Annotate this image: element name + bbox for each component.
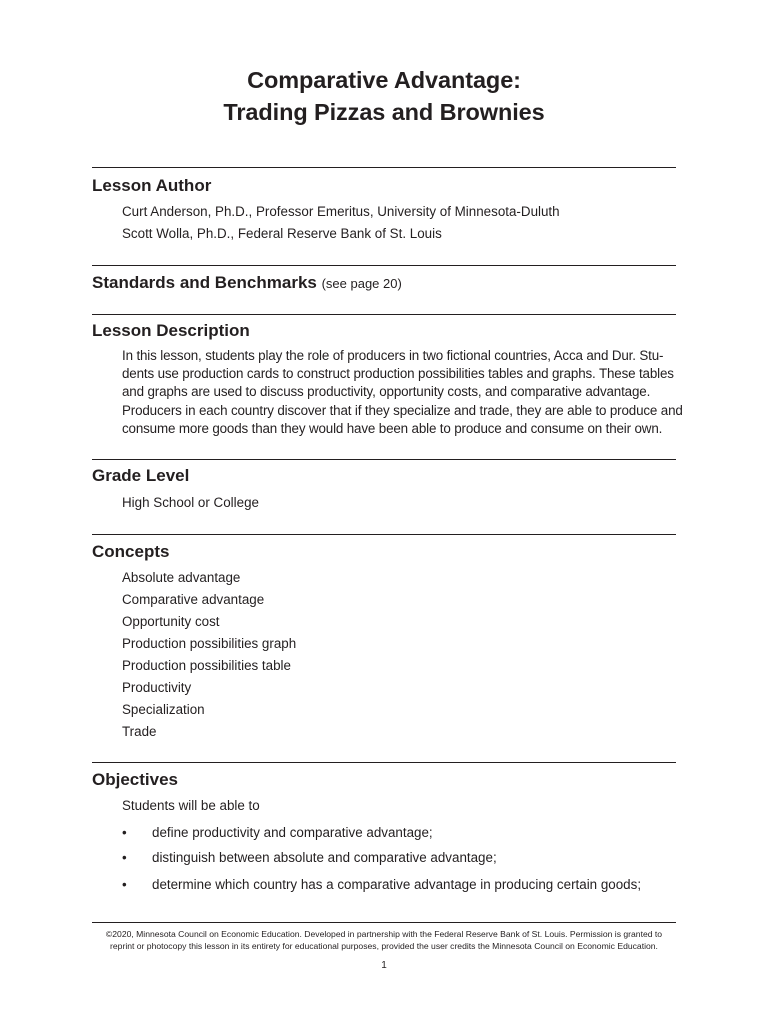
footer-divider bbox=[92, 922, 676, 923]
section-heading-lesson-description: Lesson Description bbox=[92, 321, 250, 340]
objective-text: determine which country has a comparative advantage in producing certain goods; bbox=[152, 877, 642, 892]
concept-item: Productivity bbox=[122, 680, 192, 695]
section-divider bbox=[92, 265, 676, 266]
copyright-line: reprint or photocopy this lesson in its entirety for educational purposes, provided the user credits the Minnesota Council on Economic Education. bbox=[110, 940, 658, 951]
page-number: 1 bbox=[381, 960, 387, 971]
description-line: Producers in each country discover that if they specialize and trade, they are able to produce and bbox=[122, 402, 683, 418]
section-heading-standards bbox=[92, 272, 402, 295]
concept-item: Trade bbox=[122, 724, 157, 739]
concept-item: Absolute advantage bbox=[122, 570, 241, 585]
bullet-icon: • bbox=[122, 850, 127, 865]
copyright-notice bbox=[92, 929, 676, 952]
objective-text: define productivity and comparative advantage; bbox=[152, 825, 433, 840]
section-divider bbox=[92, 314, 676, 315]
concept-item: Production possibilities table bbox=[122, 658, 291, 673]
section-divider bbox=[92, 167, 676, 168]
section-divider bbox=[92, 762, 676, 763]
description-line: dents use production cards to construct production possibilities tables and graphs. These tables bbox=[122, 366, 674, 382]
section-heading-objectives: Objectives bbox=[92, 770, 178, 789]
section-heading-grade-level: Grade Level bbox=[92, 466, 190, 485]
document-title bbox=[92, 64, 676, 128]
section-divider bbox=[92, 534, 676, 535]
bullet-icon: • bbox=[122, 825, 127, 840]
bullet-icon: • bbox=[122, 877, 127, 892]
objective-text: distinguish between absolute and comparative advantage; bbox=[152, 850, 497, 865]
section-heading-lesson-author: Lesson Author bbox=[92, 176, 212, 195]
lesson-description-paragraph bbox=[122, 347, 683, 438]
author-line: Scott Wolla, Ph.D., Federal Reserve Bank of St. Louis bbox=[122, 226, 442, 241]
description-line: In this lesson, students play the role of producers in two fictional countries, Acca and Dur. Stu- bbox=[122, 348, 664, 363]
copyright-line: ©2020, Minnesota Council on Economic Education. Developed in partnership with the Federal Reserve Bank of St. Louis. Permission is granted to bbox=[105, 929, 663, 939]
concept-item: Comparative advantage bbox=[122, 592, 265, 607]
concept-item: Production possibilities graph bbox=[122, 636, 297, 651]
title-line-2: Trading Pizzas and Brownies bbox=[223, 99, 545, 125]
title-line-1: Comparative Advantage: bbox=[247, 67, 521, 93]
standards-page-note: (see page 20) bbox=[321, 276, 402, 291]
section-divider bbox=[92, 459, 676, 460]
concept-item: Specialization bbox=[122, 702, 205, 717]
author-line: Curt Anderson, Ph.D., Professor Emeritus, University of Minnesota-Duluth bbox=[122, 204, 560, 219]
description-line: consume more goods than they would have been able to produce and consume on their own. bbox=[122, 420, 663, 436]
objectives-intro: Students will be able to bbox=[122, 798, 260, 813]
section-heading-concepts: Concepts bbox=[92, 542, 170, 561]
concept-item: Opportunity cost bbox=[122, 614, 220, 629]
grade-level-value: High School or College bbox=[122, 495, 259, 510]
standards-heading-text: Standards and Benchmarks bbox=[92, 273, 317, 292]
description-line: and graphs are used to discuss productivity, opportunity costs, and comparative advantage. bbox=[122, 384, 651, 400]
